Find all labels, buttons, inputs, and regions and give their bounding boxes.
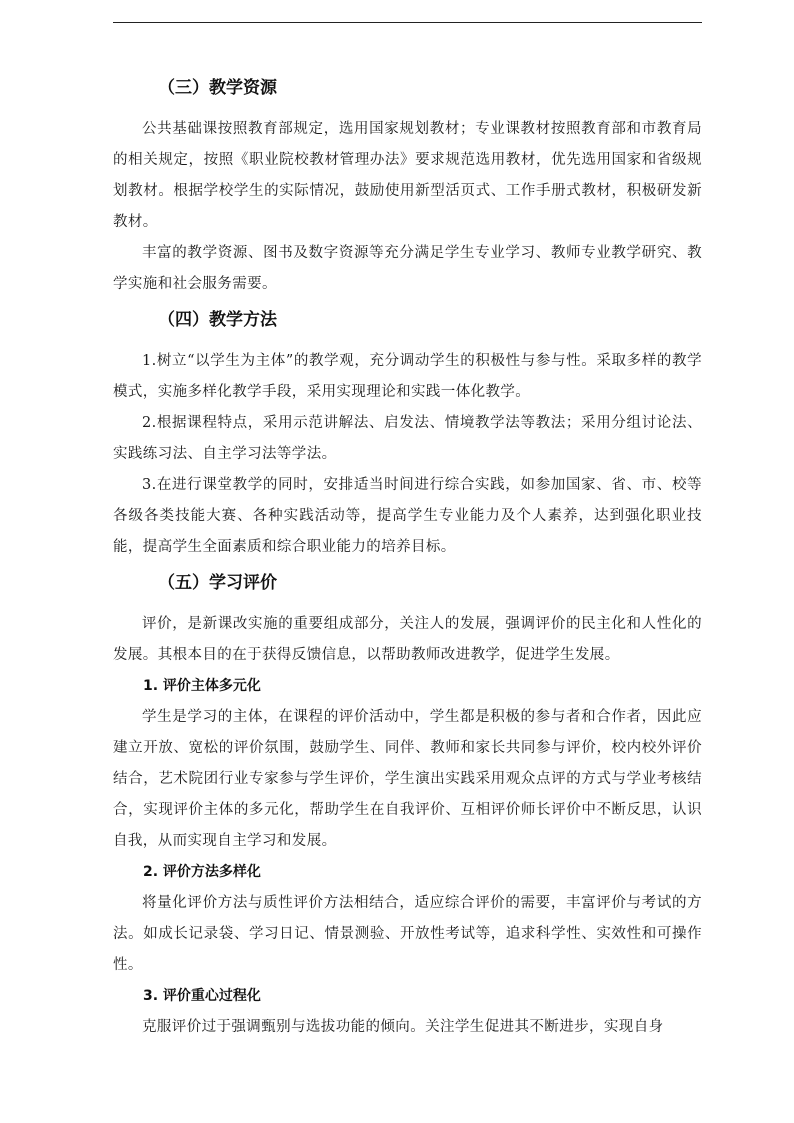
page-content xyxy=(113,70,702,1043)
section-title-teaching-methods: （四）教学方法 xyxy=(158,310,277,330)
paragraph-diverse-methods: 将量化评价方法与质性评价方法相结合，适应综合评价的需要，丰富评价与考试的方法。如成长记录袋、学习日记、情景测验、开放性考试等，追求科学性、实效性和可操作性。 xyxy=(113,895,702,973)
paragraph-method-2: 2.根据课程特点，采用示范讲解法、启发法、情境教学法等教法；采用分组讨论法、实践练习法、自主学习法等学法。 xyxy=(113,415,702,462)
paragraph-method-1: 1.树立“以学生为主体”的教学观，充分调动学生的积极性与参与性。采取多样的教学模式，实施多样化教学手段，采用实现理论和实践一体化教学。 xyxy=(113,353,702,400)
paragraph-textbooks: 公共基础课按照教育部规定，选用国家规划教材；专业课教材按照教育部和市教育局的相关规定，按照《职业院校教材管理办法》要求规范选用教材，优先选用国家和省级规划教材。根据学校学生的实际情况，鼓励使用新型活页式、工作手册式教材，积极研发新教材。 xyxy=(113,121,702,230)
subsection-title-process-focus: 3. 评价重心过程化 xyxy=(143,988,261,1004)
subsection-title-diverse-subjects: 1. 评价主体多元化 xyxy=(143,678,261,694)
paragraph-resources: 丰富的教学资源、图书及数字资源等充分满足学生专业学习、教师专业教学研究、教学实施和社会服务需要。 xyxy=(113,245,702,292)
section-title-teaching-resources: （三）教学资源 xyxy=(158,78,277,98)
header-rule xyxy=(113,22,702,23)
paragraph-process-focus: 克服评价过于强调甄别与选拔功能的倾向。关注学生促进其不断进步，实现自身 xyxy=(142,1019,664,1035)
paragraph-method-3: 3.在进行课堂教学的同时，安排适当时间进行综合实践，如参加国家、省、市、校等各级各类技能大赛、各种实践活动等，提高学生专业能力及个人素养，达到强化职业技能，提高学生全面素质和综合职业能力的培养目标。 xyxy=(113,477,702,555)
paragraph-evaluation-intro: 评价，是新课改实施的重要组成部分，关注人的发展，强调评价的民主化和人性化的发展。其根本目的在于获得反馈信息，以帮助教师改进教学，促进学生发展。 xyxy=(113,616,702,663)
section-title-learning-evaluation: （五）学习评价 xyxy=(158,573,277,593)
paragraph-diverse-subjects: 学生是学习的主体，在课程的评价活动中，学生都是积极的参与者和合作者，因此应建立开放、宽松的评价氛围，鼓励学生、同伴、教师和家长共同参与评价，校内校外评价结合，艺术院团行业专家参与学生评价，学生演出实践采用观众点评的方式与学业考核结合，实现评价主体的多元化，帮助学生在自我评价、互相评价师长评价中不断反思，认识自我，从而实现自主学习和发展。 xyxy=(113,709,702,849)
subsection-title-diverse-methods: 2. 评价方法多样化 xyxy=(143,864,261,880)
